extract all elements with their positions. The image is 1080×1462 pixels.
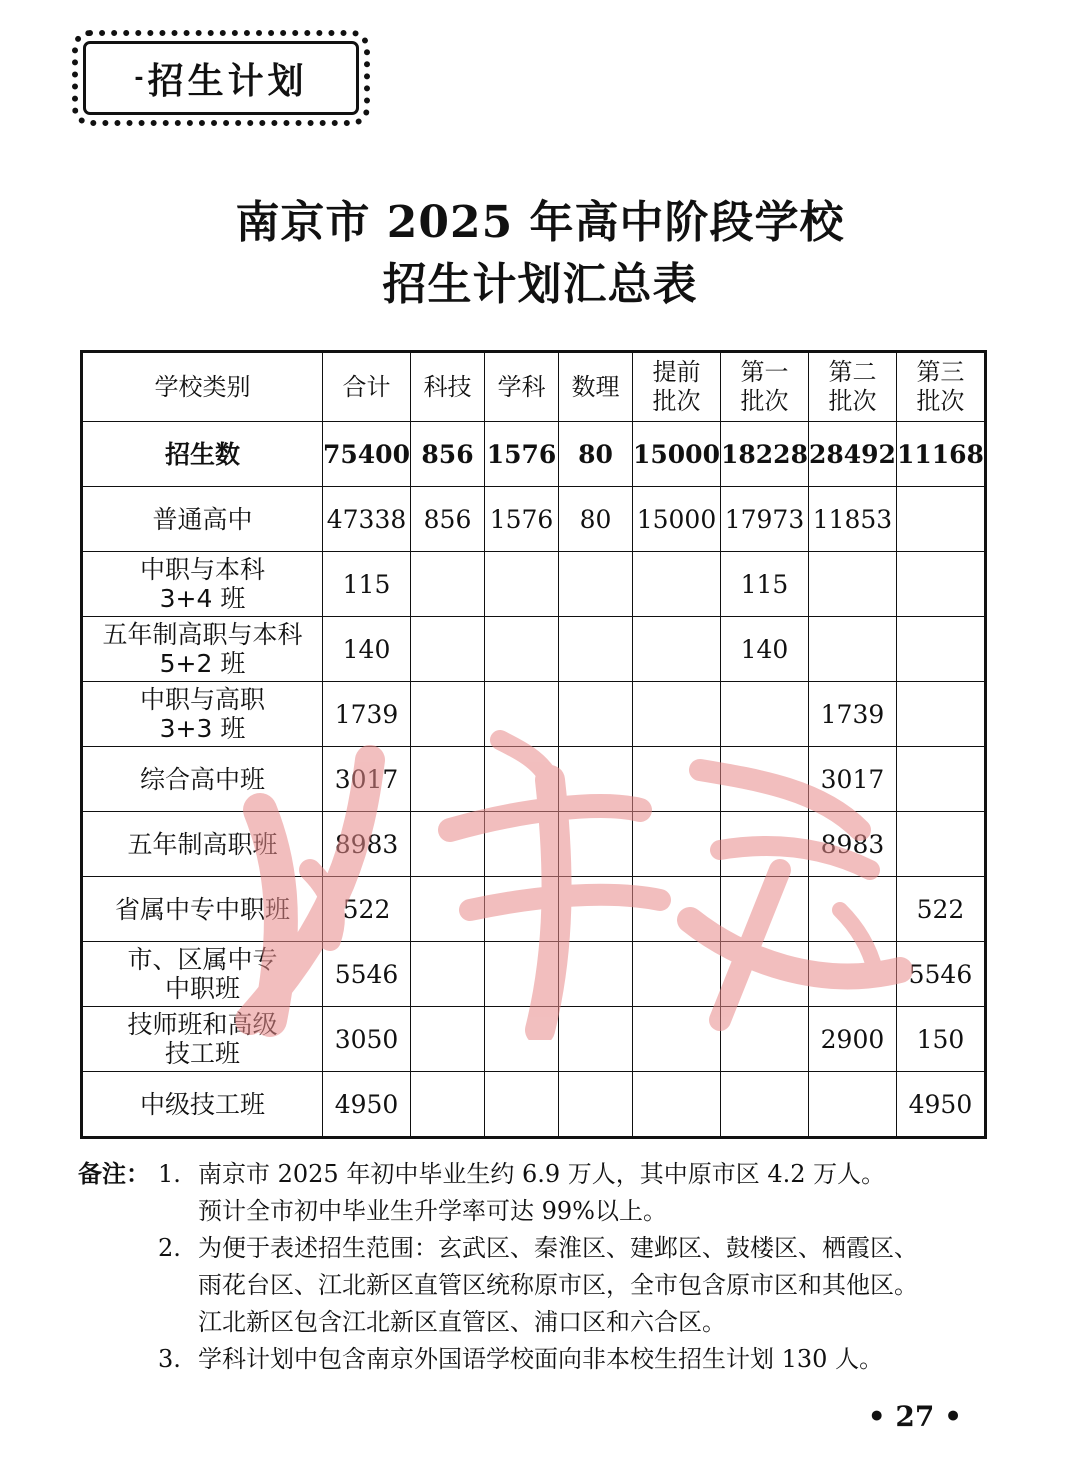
value-cell xyxy=(808,877,896,942)
value-cell: 11168 xyxy=(896,422,985,487)
value-cell xyxy=(559,682,633,747)
value-cell: 28492 xyxy=(808,422,896,487)
value-cell xyxy=(559,747,633,812)
value-cell xyxy=(485,617,559,682)
table-row xyxy=(82,747,986,812)
column-header: 学科 xyxy=(485,352,559,422)
value-cell: 1576 xyxy=(485,487,559,552)
value-cell xyxy=(559,1007,633,1072)
value-cell xyxy=(720,877,808,942)
value-cell xyxy=(720,812,808,877)
value-cell xyxy=(808,617,896,682)
note-text: 南京市 2025 年初中毕业生约 6.9 万人，其中原市区 4.2 万人。 预计全市初中毕业生升学率可达 99%以上。 xyxy=(198,1160,886,1225)
value-cell: 4950 xyxy=(896,1072,985,1138)
category-cell: 市、区属中专 中职班 xyxy=(82,942,323,1007)
value-cell xyxy=(559,877,633,942)
value-cell xyxy=(896,812,985,877)
value-cell xyxy=(485,552,559,617)
category-cell: 普通高中 xyxy=(82,487,323,552)
value-cell: 856 xyxy=(411,422,485,487)
notes-label: 备注： xyxy=(78,1160,150,1188)
value-cell xyxy=(485,942,559,1007)
total-cell: 8983 xyxy=(323,812,411,877)
page-title-line1: 南京市 2025 年高中阶段学校 xyxy=(235,197,845,248)
value-cell xyxy=(896,487,985,552)
total-cell: 3050 xyxy=(323,1007,411,1072)
category-cell: 招生数 xyxy=(82,422,323,487)
value-cell: 3017 xyxy=(808,747,896,812)
value-cell: 80 xyxy=(559,422,633,487)
value-cell xyxy=(808,552,896,617)
value-cell: 11853 xyxy=(808,487,896,552)
value-cell xyxy=(633,1072,721,1138)
value-cell xyxy=(633,552,721,617)
value-cell: 15000 xyxy=(633,422,721,487)
value-cell: 140 xyxy=(720,617,808,682)
value-cell xyxy=(633,877,721,942)
table-row xyxy=(82,422,986,487)
value-cell xyxy=(485,812,559,877)
value-cell: 856 xyxy=(411,487,485,552)
category-cell: 综合高中班 xyxy=(82,747,323,812)
value-cell xyxy=(411,1007,485,1072)
total-cell: 47338 xyxy=(323,487,411,552)
value-cell: 15000 xyxy=(633,487,721,552)
value-cell: 1576 xyxy=(485,422,559,487)
value-cell xyxy=(559,552,633,617)
value-cell xyxy=(720,682,808,747)
table-row xyxy=(82,552,986,617)
value-cell xyxy=(485,747,559,812)
note-number: 1. xyxy=(158,1160,181,1188)
total-cell: 75400 xyxy=(323,422,411,487)
page-title-line2: 招生计划汇总表 xyxy=(382,259,698,310)
value-cell: 1739 xyxy=(808,682,896,747)
table-row xyxy=(82,682,986,747)
value-cell xyxy=(720,942,808,1007)
value-cell xyxy=(633,747,721,812)
value-cell xyxy=(411,1072,485,1138)
total-cell: 522 xyxy=(323,877,411,942)
column-header: 科技 xyxy=(411,352,485,422)
value-cell: 5546 xyxy=(896,942,985,1007)
total-cell: 1739 xyxy=(323,682,411,747)
value-cell xyxy=(633,617,721,682)
value-cell xyxy=(808,1072,896,1138)
value-cell: 80 xyxy=(559,487,633,552)
value-cell xyxy=(411,682,485,747)
value-cell xyxy=(485,1007,559,1072)
total-cell: 140 xyxy=(323,617,411,682)
value-cell xyxy=(411,552,485,617)
value-cell xyxy=(411,942,485,1007)
value-cell xyxy=(485,682,559,747)
value-cell xyxy=(411,747,485,812)
value-cell xyxy=(559,617,633,682)
value-cell xyxy=(411,617,485,682)
note-number: 3. xyxy=(158,1345,181,1373)
table-body xyxy=(82,422,986,1138)
category-cell: 五年制高职与本科 5+2 班 xyxy=(82,617,323,682)
column-header: 第三 批次 xyxy=(896,352,985,422)
value-cell xyxy=(896,747,985,812)
value-cell xyxy=(808,942,896,1007)
value-cell xyxy=(559,942,633,1007)
value-cell xyxy=(485,1072,559,1138)
category-cell: 中级技工班 xyxy=(82,1072,323,1138)
column-header: 提前 批次 xyxy=(633,352,721,422)
value-cell: 8983 xyxy=(808,812,896,877)
table-row xyxy=(82,812,986,877)
value-cell xyxy=(896,682,985,747)
table-row xyxy=(82,942,986,1007)
total-cell: 115 xyxy=(323,552,411,617)
table-row xyxy=(82,617,986,682)
value-cell xyxy=(720,747,808,812)
note-number: 2. xyxy=(158,1234,181,1262)
enrollment-plan-table xyxy=(80,350,987,1139)
note-text: 学科计划中包含南京外国语学校面向非本校生招生计划 130 人。 xyxy=(198,1345,884,1373)
value-cell xyxy=(633,1007,721,1072)
value-cell xyxy=(633,812,721,877)
value-cell: 522 xyxy=(896,877,985,942)
value-cell xyxy=(720,1072,808,1138)
value-cell xyxy=(633,682,721,747)
value-cell xyxy=(633,942,721,1007)
value-cell xyxy=(896,617,985,682)
badge-dash: - xyxy=(134,65,144,91)
section-badge xyxy=(72,30,370,126)
value-cell xyxy=(559,812,633,877)
value-cell xyxy=(720,1007,808,1072)
column-header: 合计 xyxy=(323,352,411,422)
value-cell xyxy=(559,1072,633,1138)
category-cell: 中职与高职 3+3 班 xyxy=(82,682,323,747)
total-cell: 5546 xyxy=(323,942,411,1007)
value-cell xyxy=(411,877,485,942)
value-cell: 2900 xyxy=(808,1007,896,1072)
column-header: 第二 批次 xyxy=(808,352,896,422)
category-cell: 省属中专中职班 xyxy=(82,877,323,942)
table-row xyxy=(82,1072,986,1138)
total-cell: 4950 xyxy=(323,1072,411,1138)
note-text: 为便于表述招生范围：玄武区、秦淮区、建邺区、鼓楼区、栖霞区、 雨花台区、江北新区直管区统称原市区，全市包含原市区和其他区。 江北新区包含江北新区直管区、浦口区和六合区。 xyxy=(198,1234,918,1336)
category-cell: 中职与本科 3+4 班 xyxy=(82,552,323,617)
section-label: 招生计划 xyxy=(147,60,308,102)
value-cell xyxy=(411,812,485,877)
value-cell: 17973 xyxy=(720,487,808,552)
category-cell: 五年制高职班 xyxy=(82,812,323,877)
value-cell: 150 xyxy=(896,1007,985,1072)
value-cell xyxy=(485,877,559,942)
table-row xyxy=(82,487,986,552)
value-cell: 115 xyxy=(720,552,808,617)
column-header: 第一 批次 xyxy=(720,352,808,422)
page-number: • 27 • xyxy=(867,1400,962,1433)
value-cell xyxy=(896,552,985,617)
column-header: 数理 xyxy=(559,352,633,422)
total-cell: 3017 xyxy=(323,747,411,812)
table-row xyxy=(82,877,986,942)
value-cell: 18228 xyxy=(720,422,808,487)
column-header: 学校类别 xyxy=(82,352,323,422)
table-row xyxy=(82,1007,986,1072)
category-cell: 技师班和高级 技工班 xyxy=(82,1007,323,1072)
table-header-row xyxy=(82,352,986,422)
